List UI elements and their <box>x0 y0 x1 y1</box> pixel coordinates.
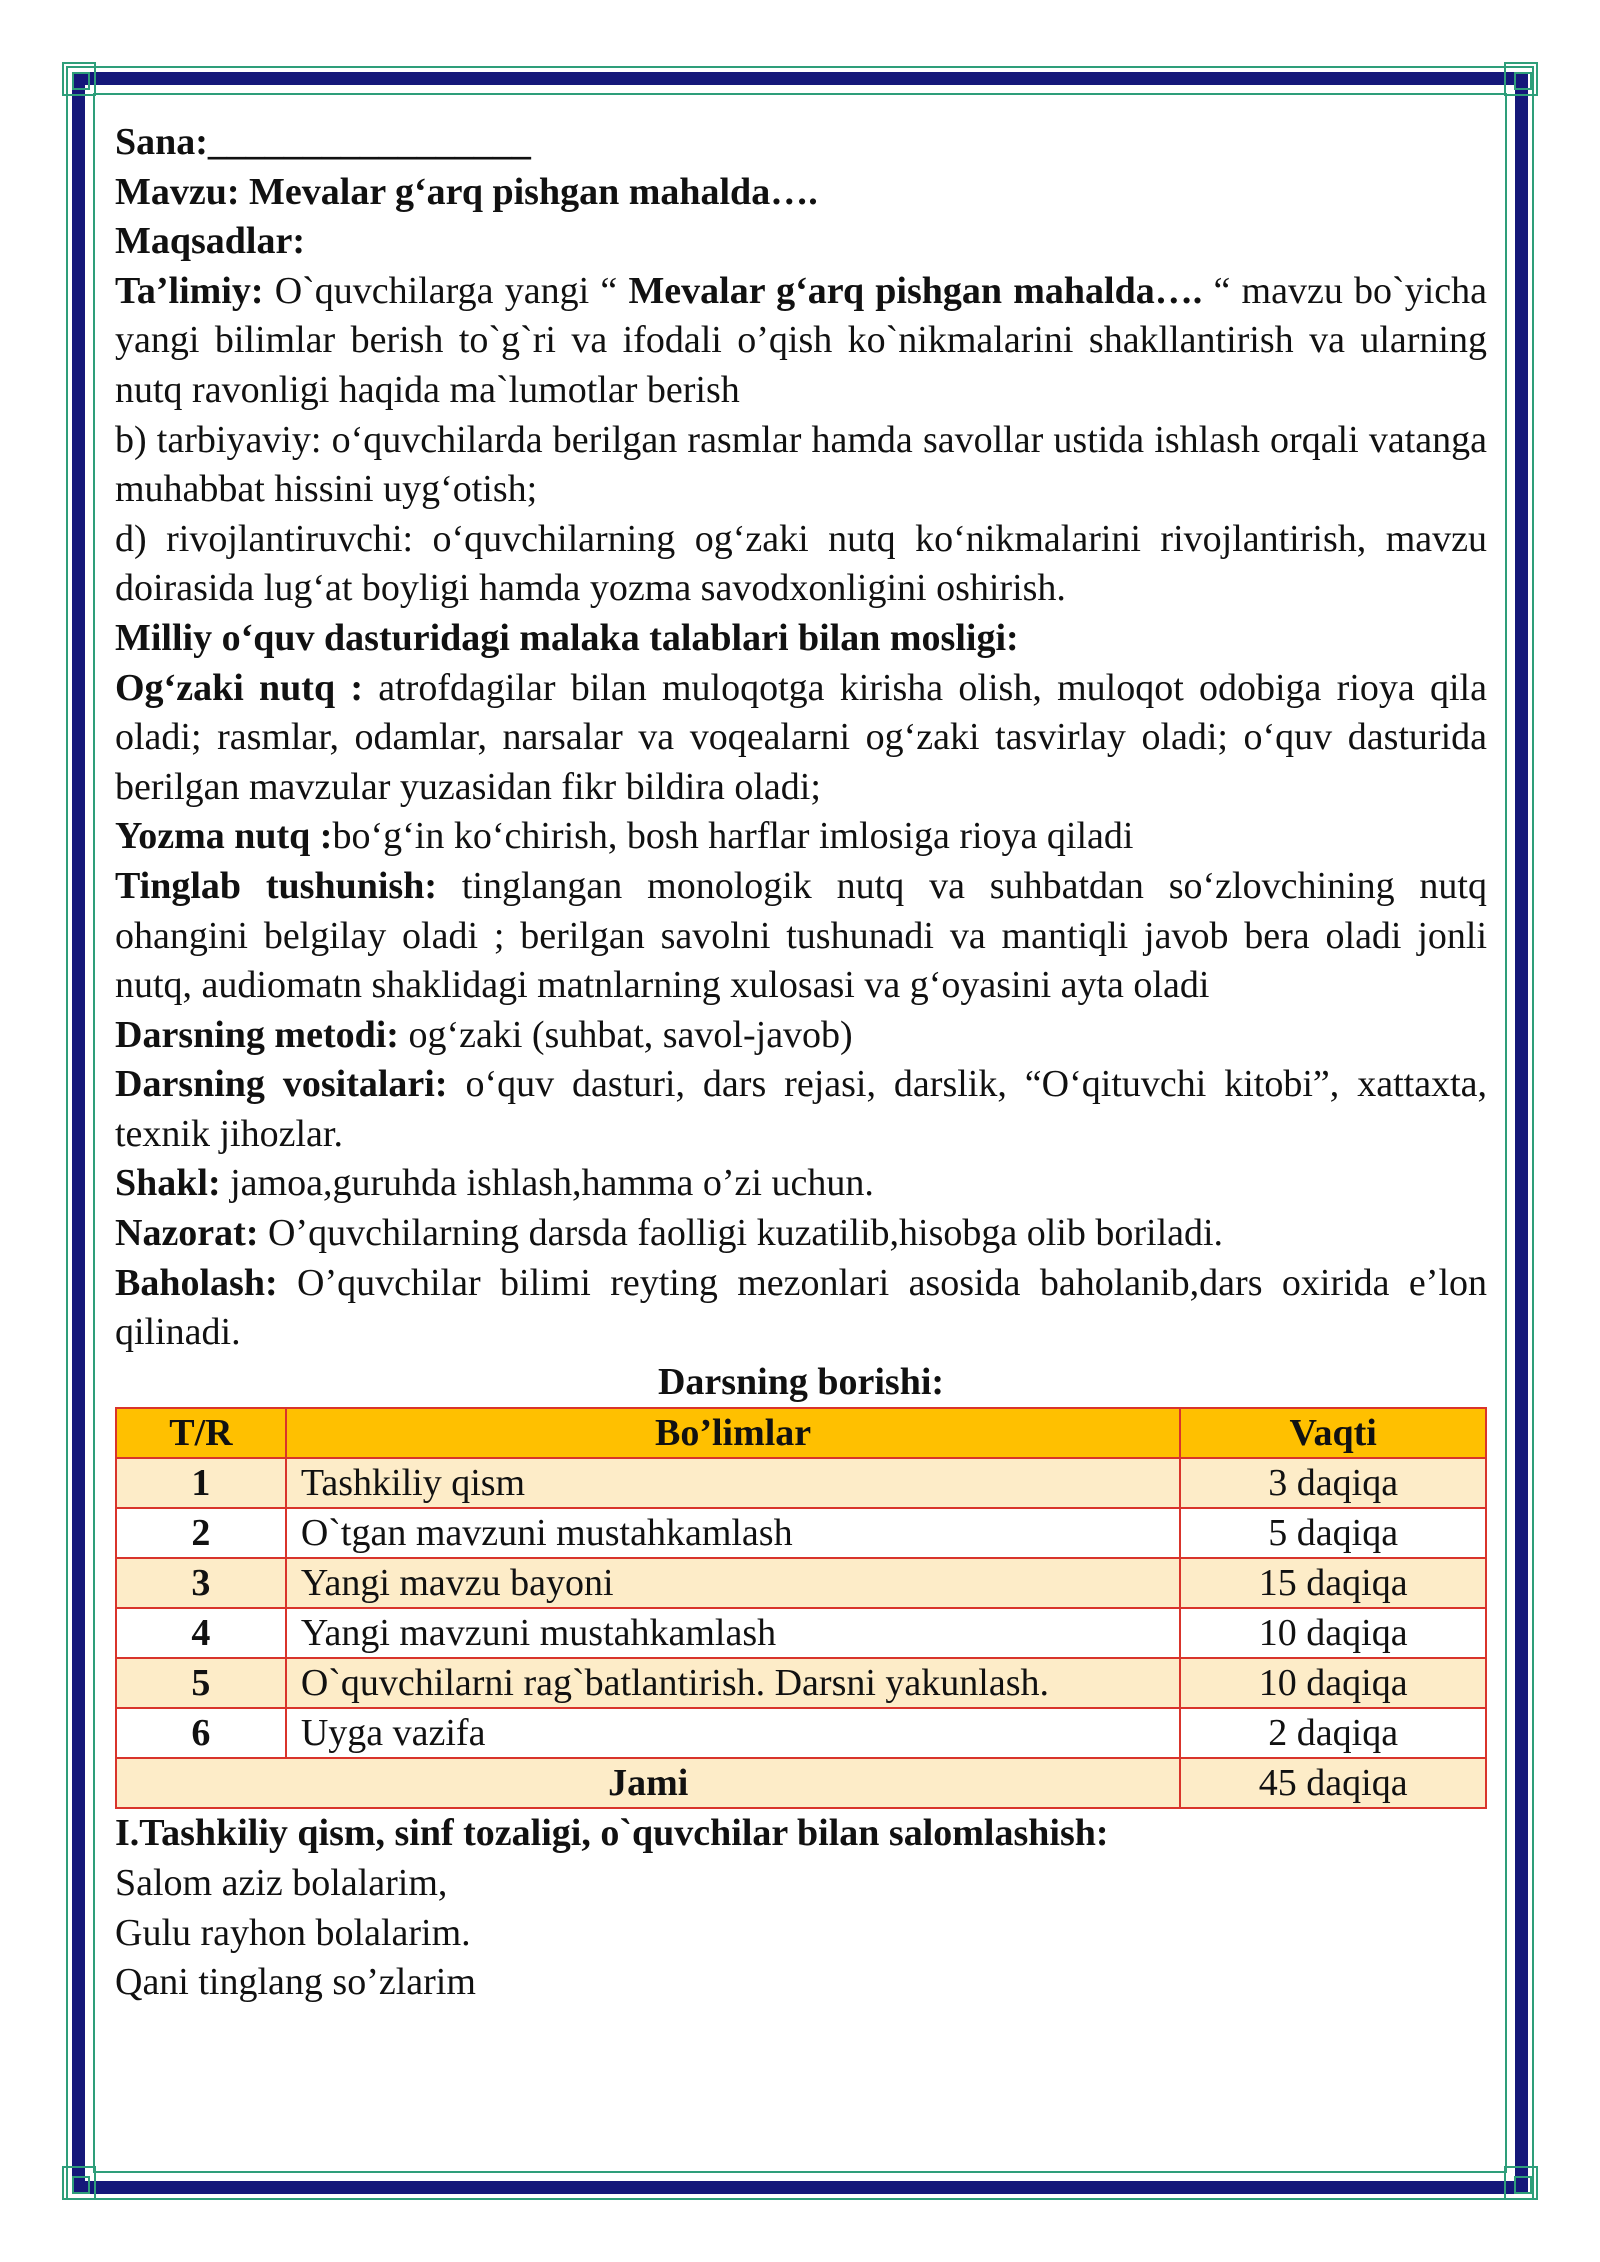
table-row <box>116 1608 1486 1658</box>
standard-oral-text: atrofdagilar bilan muloqotga kirisha olish, muloqot odobiga rioya qila oladi; rasmlar, odamlar, narsalar va voqealarni og‘zaki tasvirlay oladi; o‘quv dasturida berilgan mavzular yuzasidan fikr bildira oladi; <box>115 666 1487 808</box>
lesson-control-label: Nazorat: <box>115 1212 259 1255</box>
standard-listening-text: tinglangan monologik nutq va suhbatdan so‘zlovchining nutq ohangini belgilay oladi ; berilgan savolni tushunadi va mantiqli javob bera oladi jonli nutq, audiomatn shaklidagi matnlarning xulosasi va g‘oyasini ayta oladi <box>115 864 1487 1007</box>
row-section: Yangi mavzu bayoni <box>286 1558 1181 1608</box>
row-number: 6 <box>116 1708 286 1758</box>
table-header-row <box>116 1408 1486 1458</box>
topic-title: Mevalar g‘arq pishgan mahalda…. <box>249 170 818 213</box>
table-row <box>116 1658 1486 1708</box>
lesson-plan-title: Darsning borishi: <box>657 1360 945 1403</box>
total-time: 45 daqiqa <box>1180 1758 1486 1808</box>
corner-ornament-icon <box>62 2166 96 2200</box>
standard-written-label: Yozma nutq : <box>115 815 333 858</box>
corner-ornament-icon <box>62 62 96 96</box>
col-header-time: Vaqti <box>1180 1408 1486 1458</box>
standard-oral-label: Og‘zaki nutq : <box>115 666 363 709</box>
row-number: 3 <box>116 1558 286 1608</box>
table-row <box>116 1508 1486 1558</box>
table-row <box>116 1558 1486 1608</box>
goal-upbringing: b) tarbiyaviy: o‘quvchilarda berilgan rasmlar hamda savollar ustida ishlash orqali vatanga muhabbat hissini uyg‘otish; <box>115 418 1487 511</box>
lesson-tools-text: o‘quv dasturi, dars rejasi, darslik, “O‘qituvchi kitobi”, xattaxta, texnik jihozlar. <box>115 1063 1487 1155</box>
date-label: Sana: <box>115 121 208 163</box>
lesson-form-label: Shakl: <box>115 1162 221 1205</box>
lesson-control-text: O’quvchilarning darsda faolligi kuzatilib,hisobga olib boriladi. <box>258 1212 1224 1255</box>
row-section: Uyga vazifa <box>286 1708 1181 1758</box>
table-row <box>116 1708 1486 1758</box>
row-time: 15 daqiqa <box>1180 1558 1486 1608</box>
greeting-line: Qani tinglang so’zlarim <box>115 1961 476 2004</box>
row-time: 5 daqiqa <box>1180 1508 1486 1558</box>
lesson-assessment-label: Baholash: <box>115 1261 278 1304</box>
row-number: 1 <box>116 1458 286 1508</box>
row-number: 2 <box>116 1508 286 1558</box>
lesson-form-text: jamoa,guruhda ishlash,hamma o’zi uchun. <box>220 1162 874 1205</box>
topic-line <box>115 168 1487 218</box>
standard-listening-label: Tinglab tushunish: <box>115 864 438 907</box>
section1-heading: I.Tashkiliy qism, sinf tozaligi, o`quvchilar bilan salomlashish: <box>115 1812 1109 1855</box>
goal-educational-pre: O`quvchilarga yangi “ <box>263 269 629 312</box>
row-time: 3 daqiqa <box>1180 1458 1486 1508</box>
lesson-plan-table <box>115 1407 1487 1809</box>
table-row <box>116 1458 1486 1508</box>
goal-educational-label: Ta’limiy: <box>115 269 264 312</box>
topic-label: Mavzu: <box>115 170 240 213</box>
date-line <box>115 118 1487 168</box>
lesson-assessment <box>115 1259 1487 1358</box>
lesson-control <box>115 1209 1487 1259</box>
total-label: Jami <box>116 1758 1180 1808</box>
lesson-tools-label: Darsning vositalari: <box>115 1063 448 1106</box>
row-section: Yangi mavzuni mustahkamlash <box>286 1608 1181 1658</box>
greeting-line: Gulu rayhon bolalarim. <box>115 1911 471 1954</box>
standard-written <box>115 812 1487 862</box>
standards-heading: Milliy o‘quv dasturidagi malaka talablari bilan mosligi: <box>115 616 1019 659</box>
lesson-method-label: Darsning metodi: <box>115 1013 399 1056</box>
corner-ornament-icon <box>1504 62 1538 96</box>
row-section: O`quvchilarni rag`batlantirish. Darsni yakunlash. <box>286 1658 1181 1708</box>
col-header-number: T/R <box>116 1408 286 1458</box>
lesson-method <box>115 1011 1487 1061</box>
row-time: 2 daqiqa <box>1180 1708 1486 1758</box>
goals-heading: Maqsadlar: <box>115 220 305 263</box>
col-header-section: Bo’limlar <box>286 1408 1181 1458</box>
document-body <box>115 118 1487 2008</box>
row-section: Tashkiliy qism <box>286 1458 1181 1508</box>
row-number: 5 <box>116 1658 286 1708</box>
corner-ornament-icon <box>1504 2166 1538 2200</box>
lesson-assessment-text: O’quvchilar bilimi reyting mezonlari asosida baholanib,dars oxirida e’lon qilinadi. <box>115 1261 1487 1354</box>
goal-educational-text: “ mavzu bo`yicha yangi bilimlar berish to`g`ri va ifodali o’qish ko`nikmalarini shakllantirish va ularning nutq ravonligi haqida ma`lumotlar berish <box>115 269 1487 411</box>
goal-developmental: d) rivojlantiruvchi: o‘quvchilarning og‘zaki nutq ko‘nikmalarini rivojlantirish, mavzu doirasida lug‘at boyligi hamda yozma savodxonligini oshirish. <box>115 517 1487 610</box>
lesson-form <box>115 1159 1487 1209</box>
table-total-row <box>116 1758 1486 1808</box>
standard-listening <box>115 862 1487 1011</box>
standard-oral <box>115 664 1487 813</box>
row-section: O`tgan mavzuni mustahkamlash <box>286 1508 1181 1558</box>
lesson-tools <box>115 1060 1487 1159</box>
greeting-line: Salom aziz bolalarim, <box>115 1862 448 1905</box>
goal-educational <box>115 267 1487 416</box>
date-blank: _________________ <box>207 121 531 163</box>
row-time: 10 daqiqa <box>1180 1608 1486 1658</box>
goal-educational-topic: Mevalar g‘arq pishgan mahalda…. <box>628 269 1203 312</box>
lesson-method-text: og‘zaki (suhbat, savol-javob) <box>398 1013 853 1056</box>
row-number: 4 <box>116 1608 286 1658</box>
standard-written-text: bo‘g‘in ko‘chirish, bosh harflar imlosiga rioya qiladi <box>332 815 1134 858</box>
row-time: 10 daqiqa <box>1180 1658 1486 1708</box>
